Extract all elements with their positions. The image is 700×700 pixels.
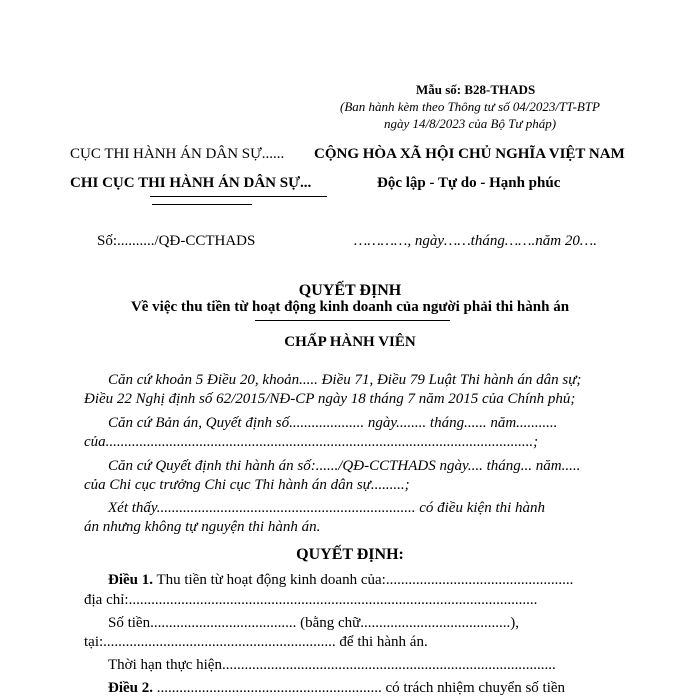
ground-finding-line2: án nhưng không tự nguyện thi hành án.	[84, 519, 321, 535]
place-and-date: …………, ngày……tháng…….năm 20….	[354, 233, 597, 249]
article-1-location: tại:.............................................................. để thi hành án.	[84, 634, 428, 650]
ground-law-line1: Căn cứ khoản 5 Điều 20, khoản..... Điều 71, Điều 79 Luật Thi hành án dân sự;	[108, 372, 582, 388]
ground-finding-line1: Xét thấy..................................................................... có điều kiện thi hành	[108, 500, 546, 516]
agency-underline	[150, 196, 327, 197]
ground-law-line2: Điều 22 Nghị định số 62/2015/NĐ-CP ngày 18 tháng 7 năm 2015 của Chính phủ;	[84, 391, 576, 407]
form-issued-date: ngày 14/8/2023 của Bộ Tư pháp)	[384, 116, 557, 131]
decision-heading: QUYẾT ĐỊNH:	[296, 546, 404, 563]
agency-divider	[152, 204, 252, 205]
country-name: CỘNG HÒA XÃ HỘI CHỦ NGHĨA VIỆT NAM	[314, 146, 625, 162]
document-subject: Về việc thu tiền từ hoạt động kinh doanh của người phải thi hành án	[130, 299, 570, 315]
form-issued-with: (Ban hành kèm theo Thông tư số 04/2023/TT-BTP	[340, 99, 600, 114]
ground-judgment-line2: của..................................................................................................................;	[84, 434, 539, 450]
article-1-deadline: Thời hạn thực hiện.........................................................................................	[108, 657, 556, 673]
article-2-label: Điều 2.	[108, 680, 153, 696]
article-1-text: Thu tiền từ hoạt động kinh doanh của:..................................................	[153, 572, 574, 588]
article-1-label: Điều 1.	[108, 572, 153, 588]
article-1-line1	[108, 572, 573, 589]
ground-enforcement-line2: của Chi cục trưởng Chi cục Thi hành án dân sự.........;	[84, 477, 410, 493]
agency-parent: CỤC THI HÀNH ÁN DÂN SỰ......	[70, 146, 285, 162]
article-2-text: ............................................................ có trách nhiệm chuyển số tiền	[153, 680, 566, 696]
article-2-line1	[108, 680, 565, 697]
article-1-amount: Số tiền....................................... (bằng chữ........................................),	[108, 615, 520, 631]
document-title: QUYẾT ĐỊNH	[298, 282, 402, 299]
decision-number: Số:........../QĐ-CCTHADS	[97, 233, 256, 249]
article-1-address: địa chỉ:.............................................................................................................	[84, 592, 538, 608]
form-number: Mẫu số: B28-THADS	[416, 82, 536, 97]
issuer-title: CHẤP HÀNH VIÊN	[284, 334, 416, 350]
national-motto: Độc lập - Tự do - Hạnh phúc	[377, 175, 561, 191]
ground-judgment-line1: Căn cứ Bản án, Quyết định số.................... ngày........ tháng...... năm...........	[108, 415, 558, 431]
ground-enforcement-line1: Căn cứ Quyết định thi hành án số:....../QĐ-CCTHADS ngày.... tháng... năm.....	[108, 458, 581, 474]
agency-name: CHI CỤC THI HÀNH ÁN DÂN SỰ...	[70, 175, 312, 191]
subject-underline	[255, 320, 450, 321]
